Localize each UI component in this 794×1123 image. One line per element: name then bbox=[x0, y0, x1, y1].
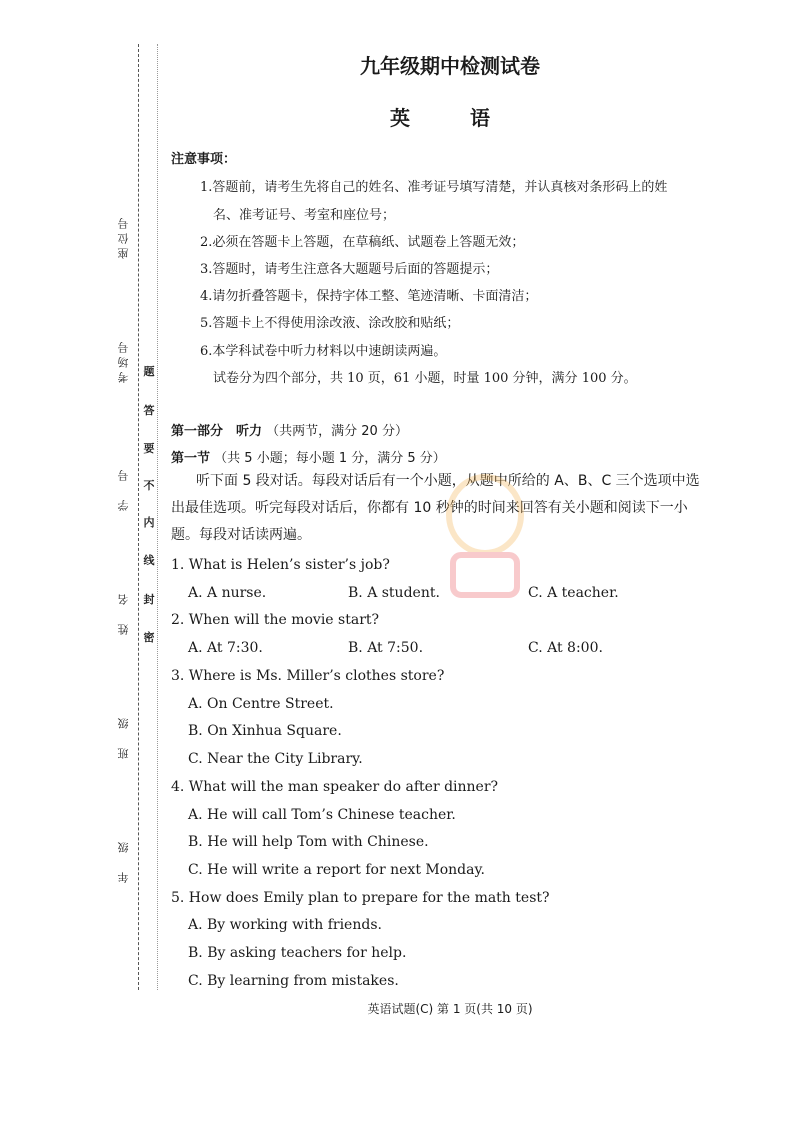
margin-label-grade: 年 级 bbox=[117, 838, 130, 883]
notice-summary: 试卷分为四个部分，共 10 页，61 小题，时量 100 分钟，满分 100 分。 bbox=[213, 371, 637, 386]
notice-item: 6.本学科试卷中听力材料以中速朗读两遍。 bbox=[200, 344, 447, 359]
question-stem: 5. How does Emily plan to prepare for the math test? bbox=[171, 890, 550, 906]
seal-char: 密 bbox=[143, 631, 155, 644]
question-option: A. At 7:30. bbox=[188, 640, 263, 656]
question-option: A. He will call Tom’s Chinese teacher. bbox=[188, 807, 456, 823]
seal-char: 要 bbox=[143, 442, 155, 455]
part-title: 第一部分 听力 bbox=[171, 424, 263, 439]
question-option: A. By working with friends. bbox=[188, 917, 382, 933]
question-option: C. By learning from mistakes. bbox=[188, 973, 399, 989]
seal-line bbox=[157, 44, 158, 990]
question-option: B. He will help Tom with Chinese. bbox=[188, 834, 429, 850]
question-stem: 4. What will the man speaker do after dinner? bbox=[171, 779, 499, 795]
seal-char: 不 bbox=[143, 479, 155, 492]
notice-item: 3.答题时，请考生注意各大题题号后面的答题提示； bbox=[200, 262, 499, 277]
margin-label-seat: 座位号 bbox=[117, 214, 130, 259]
question-option: A. A nurse. bbox=[188, 585, 267, 601]
margin-label-room: 考场号 bbox=[117, 338, 130, 383]
margin-label-name: 姓 名 bbox=[117, 590, 130, 635]
question-option: C. Near the City Library. bbox=[188, 751, 363, 767]
question-option: A. On Centre Street. bbox=[188, 696, 334, 712]
question-stem: 2. When will the movie start? bbox=[171, 612, 380, 628]
part-heading bbox=[171, 420, 408, 439]
question-option: C. A teacher. bbox=[528, 585, 619, 601]
question-stem: 3. Where is Ms. Miller’s clothes store? bbox=[171, 668, 445, 684]
section-heading bbox=[171, 447, 446, 466]
question-option: B. A student. bbox=[348, 585, 440, 601]
question-option: B. By asking teachers for help. bbox=[188, 945, 407, 961]
section-detail: （共 5 小题；每小题 1 分，满分 5 分） bbox=[214, 451, 446, 466]
question-option: B. On Xinhua Square. bbox=[188, 723, 342, 739]
notice-item: 4.请勿折叠答题卡，保持字体工整、笔迹清晰、卡面清洁； bbox=[200, 289, 538, 304]
notice-heading: 注意事项： bbox=[171, 152, 237, 167]
seal-char: 封 bbox=[143, 593, 155, 606]
exam-subject: 英 语 bbox=[390, 106, 510, 130]
watermark-logo bbox=[445, 470, 525, 610]
notice-item: 5.答题卡上不得使用涂改液、涂改胶和贴纸； bbox=[200, 316, 460, 331]
section-instruction: 听下面 5 段对话。每段对话后有一个小题，从题中所给的 A、B、C 三个选项中选出最佳选项。听完每段对话后，你都有 10 秒钟的时间来回答有关小题和阅读下一小题。每段对话读两遍。 bbox=[171, 473, 700, 543]
notice-item: 2.必须在答题卡上答题，在草稿纸、试题卷上答题无效； bbox=[200, 235, 525, 250]
margin-label-class: 班 级 bbox=[117, 714, 130, 759]
seal-char: 线 bbox=[143, 554, 155, 567]
seal-char: 内 bbox=[143, 516, 155, 529]
section-title: 第一节 bbox=[171, 451, 211, 466]
seal-char: 题 bbox=[143, 365, 155, 378]
exam-title: 九年级期中检测试卷 bbox=[360, 54, 540, 78]
margin-label-student-id: 学 号 bbox=[117, 466, 130, 511]
question-option: B. At 7:50. bbox=[348, 640, 424, 656]
part-detail: （共两节，满分 20 分） bbox=[266, 424, 408, 439]
binding-line bbox=[138, 44, 139, 990]
notice-item: 1.答题前，请考生先将自己的姓名、准考证号填写清楚，并认真核对条形码上的姓 bbox=[200, 180, 668, 195]
seal-char: 答 bbox=[143, 404, 155, 417]
question-stem: 1. What is Helen’s sister’s job? bbox=[171, 557, 390, 573]
question-option: C. He will write a report for next Monday. bbox=[188, 862, 485, 878]
notice-item: 名、准考证号、考室和座位号； bbox=[213, 208, 396, 223]
question-option: C. At 8:00. bbox=[528, 640, 603, 656]
page-footer: 英语试题(C) 第 1 页(共 10 页) bbox=[367, 1002, 533, 1016]
